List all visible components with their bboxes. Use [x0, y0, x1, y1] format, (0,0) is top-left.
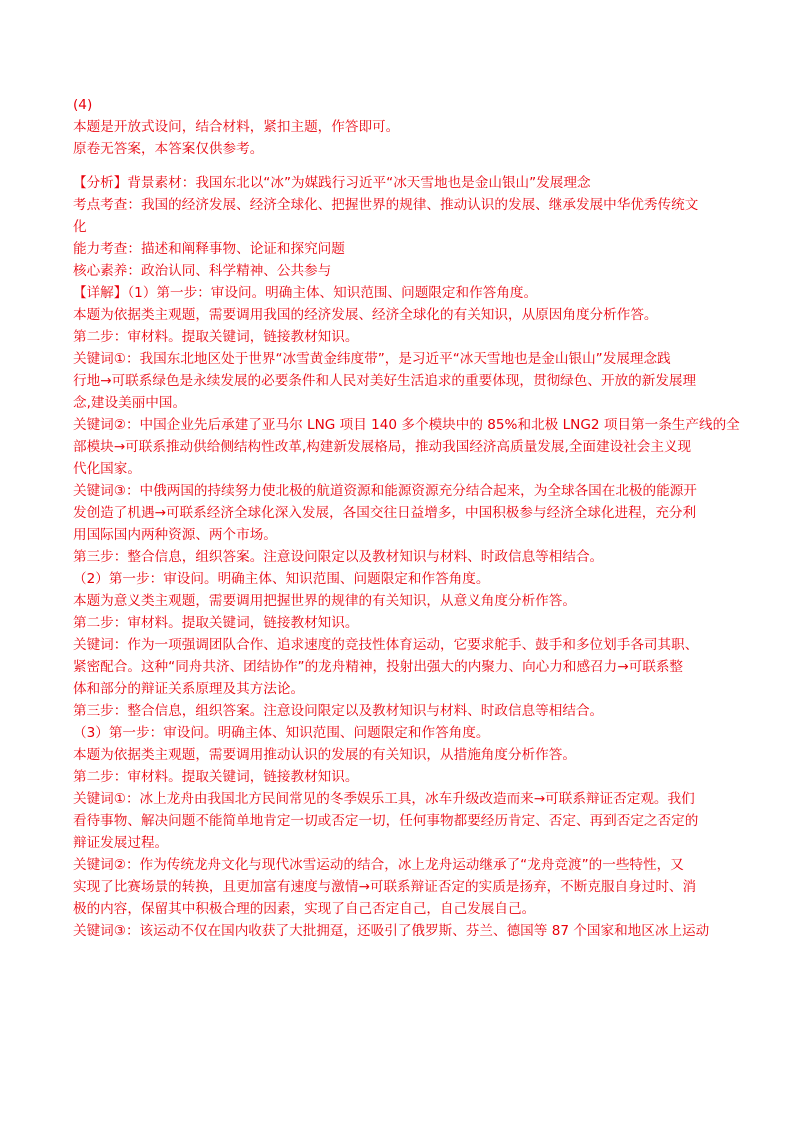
document-page	[73, 94, 740, 942]
text-line: 实现了比赛场景的转换，且更加富有速度与激情→可联系辩证否定的实质是扬弃，不断克服自身过时、消	[73, 879, 697, 895]
text-line: 考点考查：我国的经济发展、经济全球化、把握世界的规律、推动认识的发展、继承发展中华优秀传统文	[73, 197, 699, 213]
text-line: 代化国家。	[73, 461, 141, 477]
text-line: 辩证发展过程。	[73, 835, 169, 851]
text-line: 第二步：审材料。提取关键词，链接教材知识。	[73, 615, 359, 631]
text-line: 看待事物、解决问题不能简单地肯定一切或否定一切，任何事物都要经历肯定、否定、再到否定之否定的	[73, 813, 699, 829]
text-line: 关键词：作为一项强调团队合作、追求速度的竞技性体育运动，它要求舵手、鼓手和多位划手各司其职、	[73, 637, 699, 653]
text-line: 关键词①：我国东北地区处于世界“冰雪黄金纬度带”，是习近平“冰天雪地也是金山银山”发展理念践	[73, 351, 671, 367]
text-line: 念,建设美丽中国。	[73, 395, 187, 411]
text-line: 关键词③：该运动不仅在国内收获了大批拥趸，还吸引了俄罗斯、芬兰、德国等 87 个国家和地区冰上运动	[73, 923, 710, 939]
analysis-heading: 【分析】背景素材：我国东北以“冰”为媒践行习近平“冰天雪地也是金山银山”发展理念	[73, 175, 591, 191]
text-line: 第二步：审材料。提取关键词，链接教材知识。	[73, 329, 359, 345]
answer-section-4	[73, 94, 733, 160]
text-line: 极的内容，保留其中积极合理的因素，实现了自己否定自己，自己发展自己。	[73, 901, 536, 917]
text-line: 本题是开放式设问，结合材料，紧扣主题，作答即可。	[73, 119, 400, 135]
text-line: 关键词③：中俄两国的持续努力使北极的航道资源和能源资源充分结合起来，为全球各国在北极的能源开	[73, 483, 697, 499]
text-line: 本题为依据类主观题，需要调用我国的经济发展、经济全球化的有关知识，从原因角度分析作答。	[73, 307, 658, 323]
text-line: 紧密配合。这种“同舟共济、团结协作”的龙舟精神，投射出强大的内聚力、向心力和感召力→可联系整	[73, 659, 684, 675]
text-line: 发创造了机遇→可联系经济全球化深入发展，各国交往日益增多，中国积极参与经济全球化进程，充分利	[73, 505, 697, 521]
text-line: 核心素养：政治认同、科学精神、公共参与	[73, 263, 332, 279]
text-line: 第三步：整合信息，组织答案。注意设问限定以及教材知识与材料、时政信息等相结合。	[73, 703, 604, 719]
text-line: 能力考查：描述和阐释事物、论证和探究问题	[73, 241, 345, 257]
text-line: 化	[73, 219, 87, 235]
section-heading: (4)	[73, 97, 93, 113]
text-line: （2）第一步：审设问。明确主体、知识范围、问题限定和作答角度。	[73, 571, 490, 587]
text-line: 关键词②：中国企业先后承建了亚马尔 LNG 项目 140 多个模块中的 85%和北极 LNG2 项目第一条生产线的全	[73, 417, 740, 433]
analysis-block	[73, 172, 733, 282]
text-line: 体和部分的辩证关系原理及其方法论。	[73, 681, 305, 697]
text-line: 原卷无答案，本答案仅供参考。	[73, 141, 264, 157]
text-line: 行地→可联系绿色是永续发展的必要条件和人民对美好生活追求的重要体现，贯彻绿色、开放的新发展理	[73, 373, 697, 389]
detail-heading: 【详解】（1）第一步：审设问。明确主体、知识范围、问题限定和作答角度。	[73, 285, 538, 301]
text-line: 关键词②：作为传统龙舟文化与现代冰雪运动的结合，冰上龙舟运动继承了“龙舟竞渡”的一些特性，又	[73, 857, 684, 873]
text-line: 本题为意义类主观题，需要调用把握世界的规律的有关知识，从意义角度分析作答。	[73, 593, 576, 609]
text-line: 第三步：整合信息，组织答案。注意设问限定以及教材知识与材料、时政信息等相结合。	[73, 549, 604, 565]
text-line: 用国际国内两种资源、两个市场。	[73, 527, 277, 543]
detail-block	[73, 282, 740, 942]
text-line: 部模块→可联系推动供给侧结构性改革,构建新发展格局，推动我国经济高质量发展,全面建设社会主义现	[73, 439, 692, 455]
text-line: （3）第一步：审设问。明确主体、知识范围、问题限定和作答角度。	[73, 725, 490, 741]
text-line: 本题为依据类主观题，需要调用推动认识的发展的有关知识，从措施角度分析作答。	[73, 747, 576, 763]
text-line: 第二步：审材料。提取关键词，链接教材知识。	[73, 769, 359, 785]
text-line: 关键词①：冰上龙舟由我国北方民间常见的冬季娱乐工具，冰车升级改造而来→可联系辩证否定观。我们	[73, 791, 695, 807]
